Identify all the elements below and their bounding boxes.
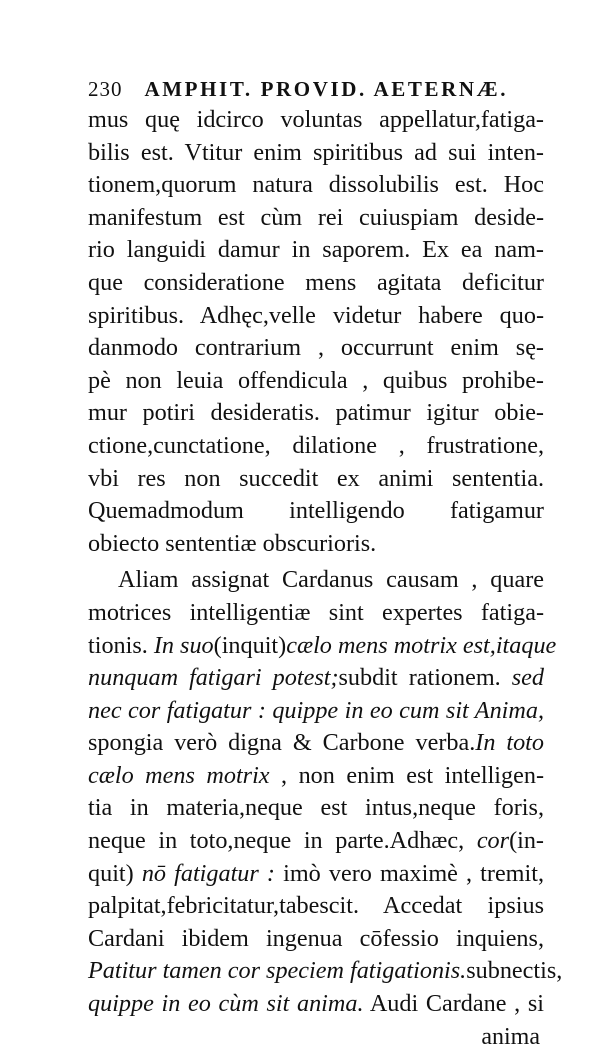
italic-run: cælo mens motrix <box>88 761 270 789</box>
paragraph-1 <box>88 104 544 560</box>
italic-run: Patitur tamen cor speciem fatigationis. <box>88 957 467 985</box>
text-run: neque in toto,neque in parte.Adhæc, <box>88 827 477 855</box>
text-line: que consideratione mens agitata deficitur <box>88 268 544 296</box>
text-line <box>88 727 544 760</box>
text-line: bilis est. Vtitur enim spiritibus ad sui inten- <box>88 138 544 166</box>
text-line <box>88 988 544 1021</box>
text-line <box>88 662 544 695</box>
text-line: rio languidi damur in saporem. Ex ea nam- <box>88 236 544 264</box>
italic-run: In toto <box>475 729 544 757</box>
text-run: imò vero maximè , tremit, <box>274 859 544 887</box>
text-line: Quemadmodum intelligendo fatigamur <box>88 497 544 525</box>
catchword: anima <box>481 1023 540 1050</box>
text-line: Cardani ibidem ingenua cōfessio inquiens, <box>88 924 544 952</box>
text-line: danmodo contrarium , occurrunt enim sę- <box>88 334 544 362</box>
text-line: tionem,quorum natura dissolubilis est. Hoc <box>88 171 544 199</box>
text-run: (in- <box>509 827 544 855</box>
text-line: spiritibus. Adhęc,velle videtur habere quo- <box>88 301 544 329</box>
italic-run: nunquam fatigari potest; <box>88 664 339 692</box>
page-number: 230 <box>88 77 123 101</box>
italic-run: nō fatigatur : <box>141 859 275 887</box>
italic-run: quippe in eo cùm sit anima. <box>88 990 364 1018</box>
text-line <box>88 858 544 891</box>
text-line <box>88 955 563 988</box>
running-head <box>88 74 544 104</box>
paragraph-2 <box>88 564 563 1020</box>
text-line: pè non leuia offendicula , quibus prohibe- <box>88 366 544 394</box>
text-line: Aliam assignat Cardanus causam , quare <box>118 566 544 594</box>
text-run: Audi Cardane , si <box>363 990 544 1018</box>
text-run: , non enim est intelligen- <box>269 761 545 789</box>
text-line: mur potiri desideratis. patimur igitur obie- <box>88 399 544 427</box>
text-run: quit) <box>88 859 142 887</box>
text-run: subnectis, <box>466 957 563 985</box>
text-line: ctione,cunctatione, dilatione , frustratione, <box>88 431 544 459</box>
text-run: spongia verò digna & Carbone verba. <box>88 729 476 757</box>
text-line: nec cor fatigatur : quippe in eo cum sit Anima, <box>88 696 544 724</box>
text-run: tionis. <box>88 631 154 659</box>
text-line: mus quę idcirco voluntas appellatur,fatiga- <box>88 106 544 133</box>
text-line <box>88 630 557 663</box>
text-line: palpitat,febricitatur,tabescit. Accedat ipsius <box>88 892 544 920</box>
italic-run: cælo mens motrix est,itaque <box>286 631 557 659</box>
text-run: subdit rationem. <box>338 664 512 692</box>
text-line: motrices intelligentiæ sint expertes fatiga- <box>88 598 544 626</box>
text-line <box>88 760 544 793</box>
text-run: (inquit) <box>213 631 287 659</box>
italic-run: In suo <box>153 631 214 659</box>
text-line <box>88 825 544 858</box>
book-page <box>88 74 563 1053</box>
italic-run: cor <box>476 827 510 855</box>
text-line: obiecto sententiæ obscurioris. <box>88 529 377 557</box>
text-line: manifestum est cùm rei cuiuspiam deside- <box>88 203 544 231</box>
italic-run: sed <box>511 664 544 692</box>
text-line: tia in materia,neque est intus,neque foris, <box>88 794 544 822</box>
running-title: AMPHIT. PROVID. AETERNÆ. <box>144 77 509 101</box>
text-line: vbi res non succedit ex animi sententia. <box>88 464 544 492</box>
